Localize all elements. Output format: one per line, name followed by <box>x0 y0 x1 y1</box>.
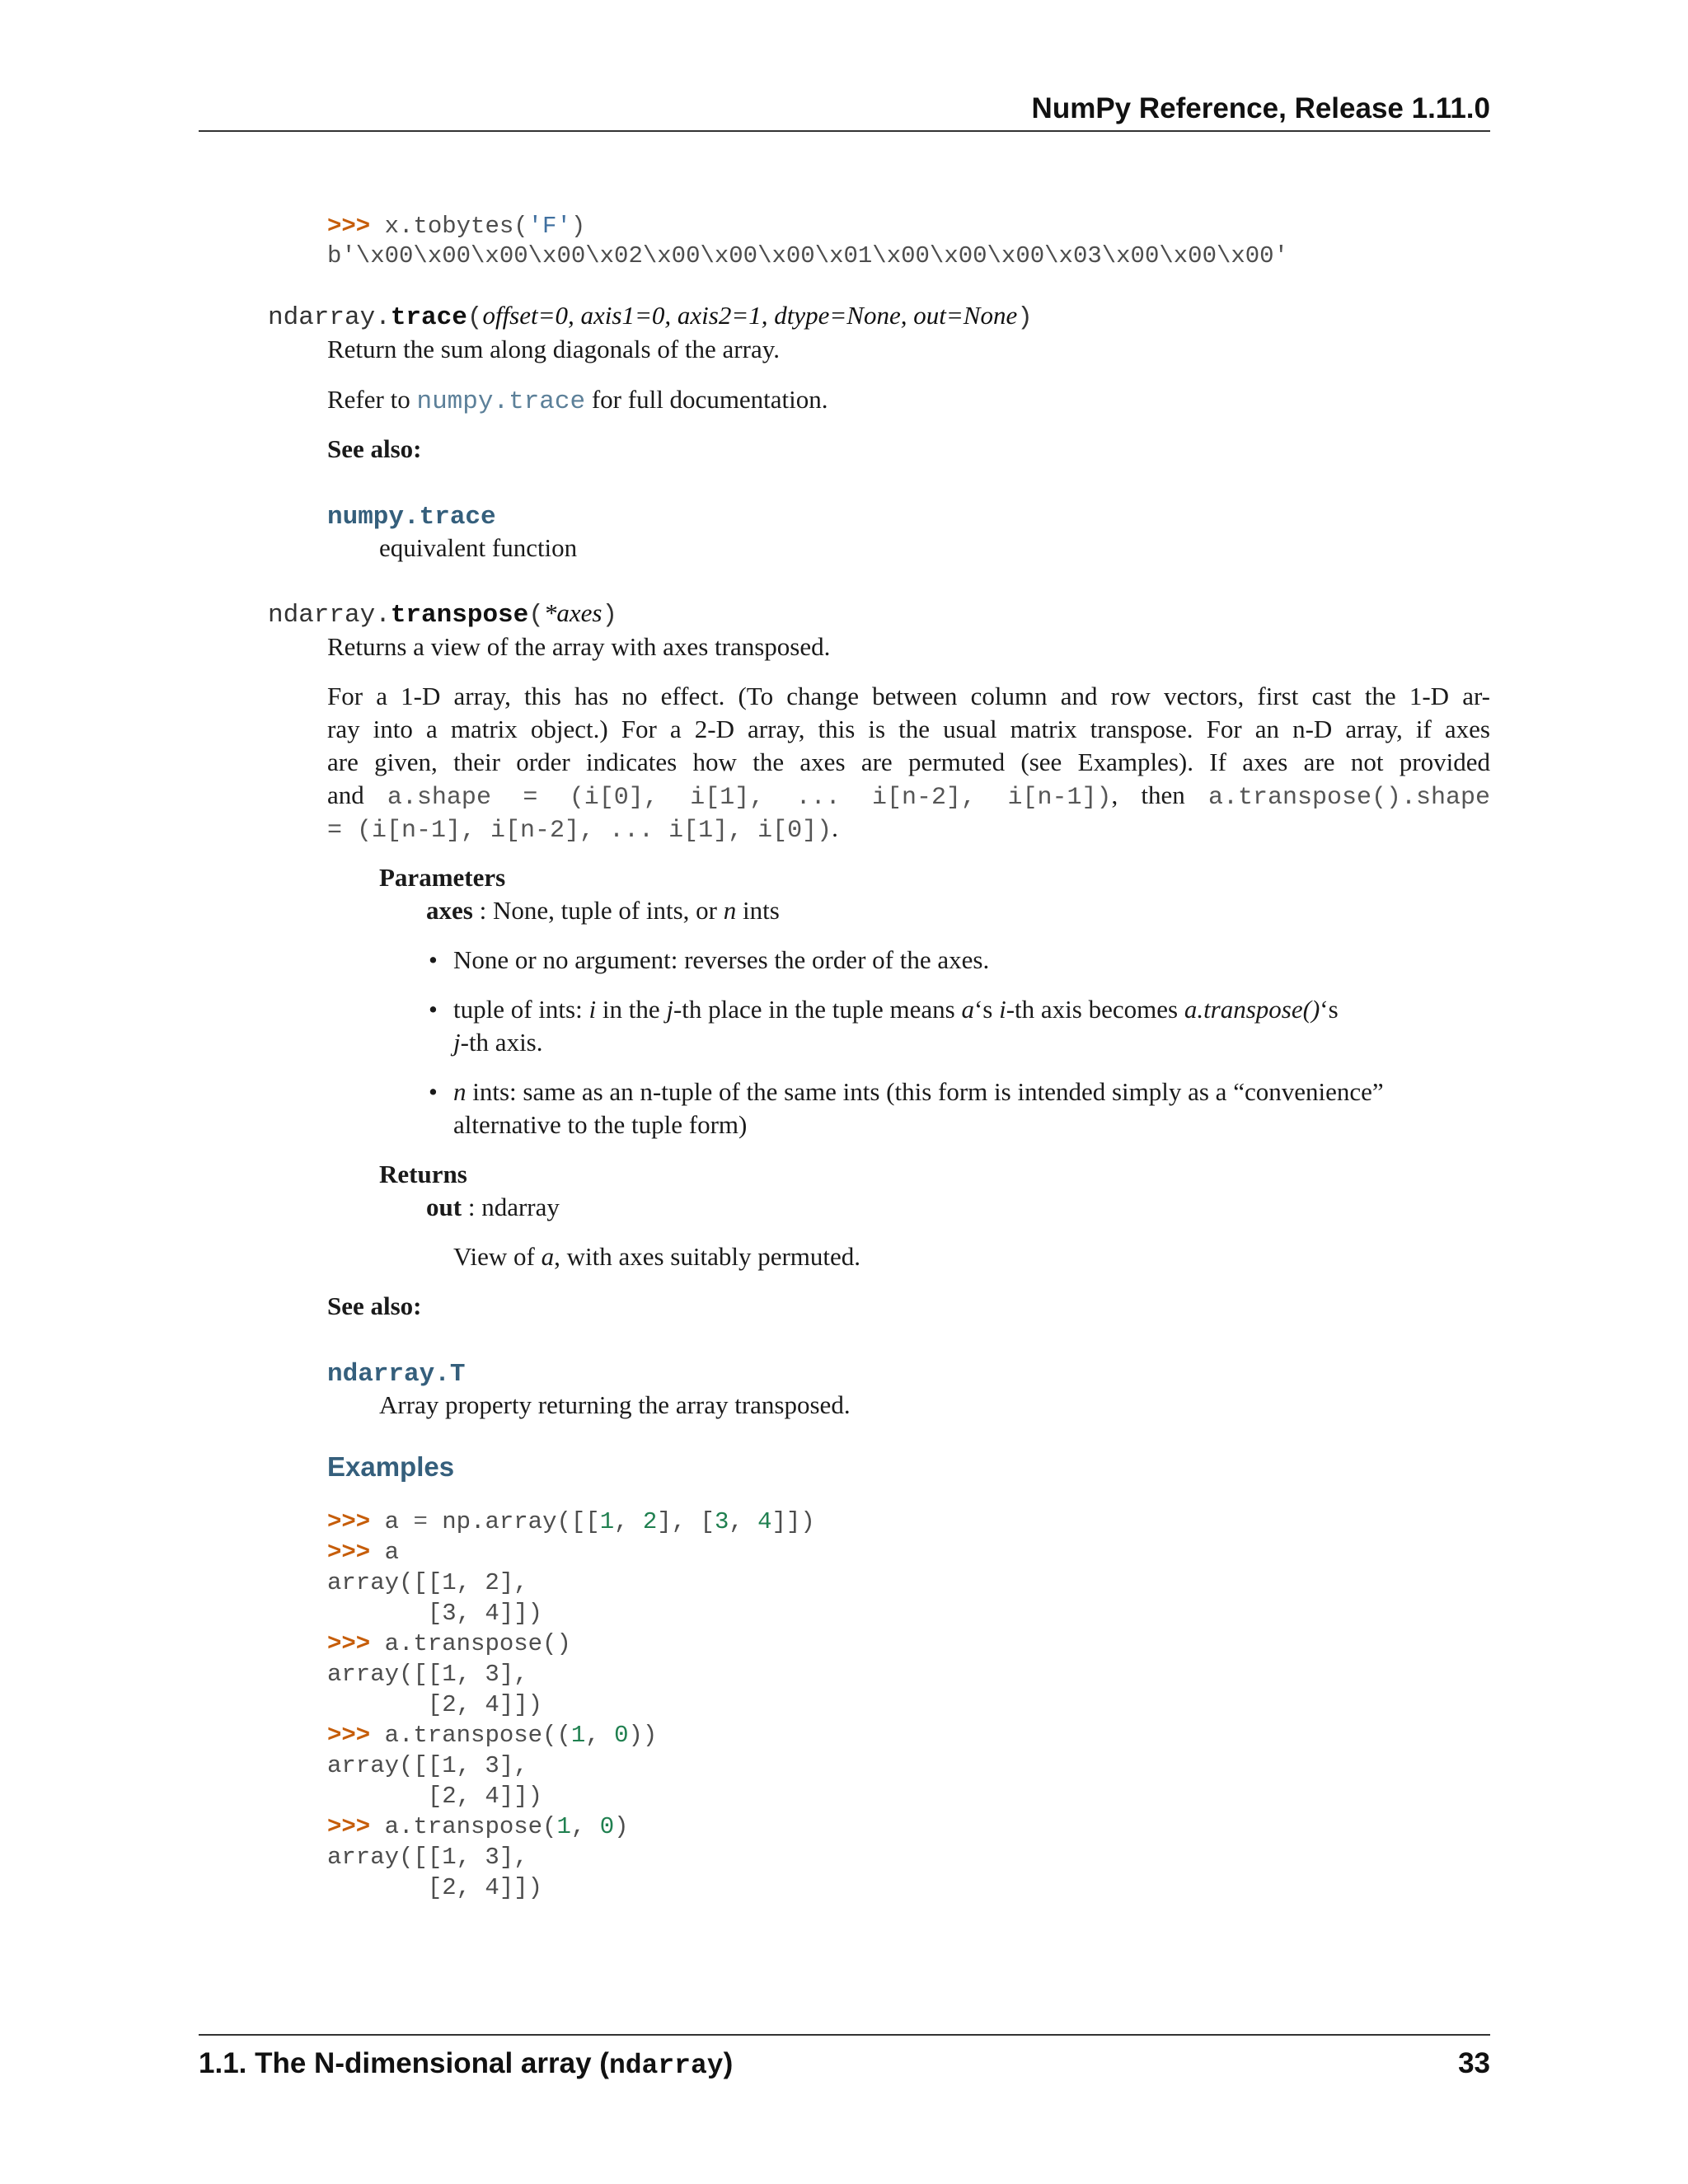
example-line-3: array([[1, 2], <box>327 1569 528 1596</box>
bullet-n-ints <box>429 1076 1384 1108</box>
transpose-para-line-2: ray into a matrix object.) For a 2-D array, this is the usual matrix transpose. For an n-D array, if axes <box>327 715 1490 743</box>
example-line-12: array([[1, 3], <box>327 1844 528 1871</box>
code-text: )) <box>628 1722 658 1749</box>
example-line-9: array([[1, 3], <box>327 1752 528 1779</box>
bullet-dot-icon: • <box>429 995 438 1024</box>
code-text: ]]) <box>771 1508 815 1535</box>
example-line-5 <box>327 1629 571 1659</box>
bullet-text: None or no argument: reverses the order of the axes. <box>453 945 990 974</box>
code-text: ], [ <box>657 1508 715 1535</box>
example-line-11 <box>327 1812 629 1842</box>
transpose-para-line-3: are given, their order indicates how the axes are permuted (see Examples). If axes are not provided <box>327 748 1490 776</box>
transpose-paren-open: ( <box>528 601 544 630</box>
bullet-text: in the <box>596 995 667 1024</box>
example-line-10: [2, 4]]) <box>327 1783 543 1810</box>
return-desc-text: , with axes suitably permuted. <box>554 1242 861 1271</box>
transpose-class: ndarray. <box>268 601 391 630</box>
code-prompt: >>> <box>327 1813 371 1840</box>
example-line-13: [2, 4]]) <box>327 1874 543 1901</box>
page-footer <box>199 2034 1490 2081</box>
param-axes <box>426 894 780 927</box>
code-operator: = <box>413 1508 428 1535</box>
para-code: = (i[n-1], i[n-2], ... i[1], i[0]) <box>327 817 832 845</box>
bullet-text: -th place in the tuple means <box>673 995 962 1024</box>
code-text: a <box>370 1539 400 1566</box>
bullet-n-ints-line2: alternative to the tuple form) <box>453 1110 748 1139</box>
code-prompt: >>> <box>327 1722 371 1749</box>
bullet-text: ‘s <box>973 995 1000 1024</box>
trace-paren-close: ) <box>1017 303 1033 332</box>
footer-section-code: ndarray <box>608 2050 724 2081</box>
code-text: a.transpose( <box>370 1813 557 1840</box>
code-text: x.tobytes( <box>370 213 528 240</box>
footer-section-text: 1.1. The N-dimensional array ( <box>199 2047 609 2079</box>
bullet-text: j <box>453 1028 461 1057</box>
transpose-paren-close: ) <box>602 601 618 630</box>
code-number: 1 <box>556 1813 571 1840</box>
code-line-bytes-output: b'\x00\x00\x00\x00\x02\x00\x00\x00\x01\x00\x00\x00\x03\x00\x00\x00' <box>327 242 1288 269</box>
param-type: ints <box>736 896 780 925</box>
transpose-para-line-5 <box>327 812 1490 847</box>
code-prompt: >>> <box>327 1508 371 1535</box>
trace-see-also-link-wrap <box>327 499 496 534</box>
bullet-text: -th axis becomes <box>1006 995 1184 1024</box>
trace-refer-link[interactable]: numpy.trace <box>416 387 586 416</box>
bullet-text: tuple of ints: <box>453 995 589 1024</box>
example-line-1 <box>327 1507 815 1537</box>
transpose-para-line-4 <box>327 779 1490 814</box>
transpose-signature <box>268 598 617 630</box>
trace-refer-prefix: Refer to <box>327 385 417 414</box>
trace-refer-suffix: for full documentation. <box>585 385 828 414</box>
code-number: 1 <box>570 1722 586 1749</box>
transpose-args: *axes <box>543 598 603 627</box>
trace-see-also-desc: equivalent function <box>379 533 578 562</box>
param-type-n: n <box>723 896 737 925</box>
bullet-dot-icon: • <box>429 945 438 974</box>
footer-section-close: ) <box>723 2047 734 2079</box>
para-text: and <box>327 780 387 809</box>
transpose-see-also-link-wrap <box>327 1356 465 1391</box>
bullet-text: i <box>588 995 597 1024</box>
transpose-see-also-desc: Array property returning the array transposed. <box>379 1390 851 1419</box>
code-number: 3 <box>714 1508 729 1535</box>
bullet-text: a <box>961 995 974 1024</box>
return-name: out <box>426 1193 462 1221</box>
return-desc-text: a <box>541 1242 555 1271</box>
code-prompt: >>> <box>327 213 371 240</box>
code-prompt: >>> <box>327 1539 371 1566</box>
code-text: a <box>370 1508 414 1535</box>
param-type: : None, tuple of ints, or <box>472 896 724 925</box>
code-number: 1 <box>599 1508 615 1535</box>
para-text: . <box>832 813 838 842</box>
example-line-4: [3, 4]]) <box>327 1600 543 1627</box>
code-number: 0 <box>614 1722 629 1749</box>
transpose-method-name: transpose <box>390 601 529 630</box>
bullet-text: a.transpose() <box>1184 995 1320 1024</box>
bullet-text: ints: same as an n-tuple of the same ints (this form is intended simply as a “convenience” <box>466 1077 1384 1106</box>
trace-see-also-label: See also: <box>327 434 422 463</box>
trace-summary: Return the sum along diagonals of the array. <box>327 335 780 363</box>
transpose-see-also-link[interactable]: ndarray.T <box>327 1360 466 1389</box>
trace-method-name: trace <box>390 303 467 332</box>
code-string: 'F' <box>528 213 571 240</box>
code-text: ) <box>570 213 586 240</box>
code-text: ) <box>614 1813 629 1840</box>
code-text: np.array([[ <box>427 1508 600 1535</box>
bullet-tuple <box>429 993 1339 1026</box>
bullet-text: -th axis. <box>460 1028 543 1057</box>
para-code: a.transpose().shape <box>1207 784 1491 812</box>
para-code: a.shape = (i[0], i[1], ... i[n-2], i[n-1]) <box>387 784 1112 812</box>
transpose-para-line-1: For a 1-D array, this has no effect. (To change between column and row vectors, first cast the 1-D ar- <box>327 682 1490 710</box>
transpose-summary: Returns a view of the array with axes transposed. <box>327 632 831 661</box>
code-text: , <box>614 1508 643 1535</box>
bullet-text: n <box>453 1077 467 1106</box>
code-text: , <box>570 1813 600 1840</box>
trace-refer <box>327 383 828 419</box>
page-header <box>199 92 1490 132</box>
params-label: Parameters <box>379 863 506 892</box>
bullet-text: j <box>666 995 673 1024</box>
code-text: , <box>585 1722 615 1749</box>
transpose-see-also-label: See also: <box>327 1291 422 1320</box>
bullet-text: i <box>999 995 1006 1024</box>
param-name: axes <box>426 896 473 925</box>
example-line-2 <box>327 1538 399 1568</box>
code-prompt: >>> <box>327 1630 371 1657</box>
bullet-text: ‘s <box>1320 995 1339 1024</box>
trace-see-also-link[interactable]: numpy.trace <box>327 503 496 532</box>
example-line-8 <box>327 1721 657 1750</box>
return-desc <box>453 1240 860 1273</box>
bullet-dot-icon: • <box>429 1077 438 1106</box>
trace-signature <box>268 301 1033 332</box>
trace-class: ndarray. <box>268 303 391 332</box>
bullet-none <box>429 944 990 977</box>
examples-heading: Examples <box>327 1451 455 1482</box>
code-number: 2 <box>642 1508 658 1535</box>
return-out <box>426 1191 560 1224</box>
para-text: , then <box>1111 780 1208 809</box>
example-line-7: [2, 4]]) <box>327 1691 543 1718</box>
returns-label: Returns <box>379 1160 467 1188</box>
bullet-tuple-line2 <box>453 1026 543 1059</box>
page-header-title: NumPy Reference, Release 1.11.0 <box>1031 92 1490 124</box>
trace-args: offset=0, axis1=0, axis2=1, dtype=None, out=None <box>482 301 1018 330</box>
example-line-6: array([[1, 3], <box>327 1661 528 1688</box>
return-desc-text: View of <box>453 1242 542 1271</box>
code-text: , <box>729 1508 758 1535</box>
footer-section <box>199 2047 733 2081</box>
return-type: : ndarray <box>462 1193 560 1221</box>
trace-paren-open: ( <box>467 303 483 332</box>
code-number: 4 <box>757 1508 772 1535</box>
code-number: 0 <box>599 1813 615 1840</box>
page-number: 33 <box>1458 2047 1490 2079</box>
code-line-tobytes <box>327 212 585 241</box>
code-text: a.transpose() <box>370 1630 571 1657</box>
code-text: a.transpose(( <box>370 1722 571 1749</box>
